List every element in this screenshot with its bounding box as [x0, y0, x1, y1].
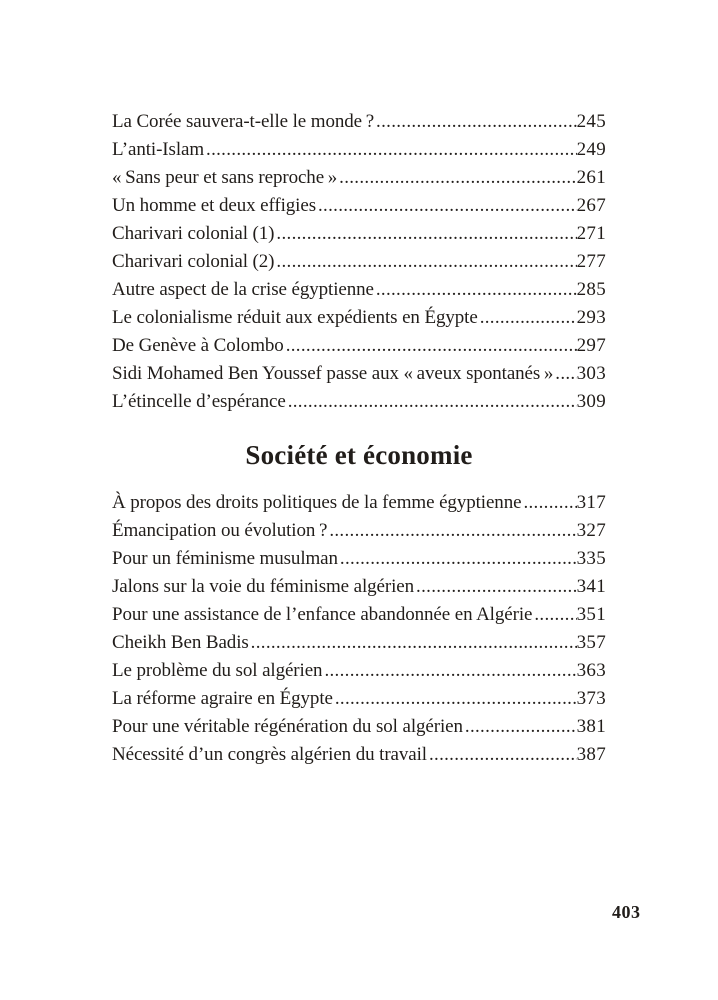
dot-leader	[322, 657, 576, 685]
toc-entry	[112, 332, 606, 360]
toc-entry	[112, 545, 606, 573]
toc-entry	[112, 489, 606, 517]
toc-entry	[112, 276, 606, 304]
toc-entry	[112, 657, 606, 685]
toc-entry-title: Sidi Mohamed Ben Youssef passe aux « aveux spontanés »	[112, 363, 554, 384]
toc-entry	[112, 164, 606, 192]
toc-entry-title: Émancipation ou évolution ?	[112, 520, 328, 541]
toc-entry-title: Pour une véritable régénération du sol algérien	[112, 716, 463, 737]
toc-entry-title: Pour un féminisme musulman	[112, 548, 338, 569]
toc-entry-title: Le colonialisme réduit aux expédients en Égypte	[112, 307, 478, 328]
toc-entry-title: Pour une assistance de l’enfance abandonnée en Algérie	[112, 604, 533, 625]
toc-entry-title: Charivari colonial (1)	[112, 223, 275, 244]
toc-entry	[112, 601, 606, 629]
toc-entry-title: Un homme et deux effigies	[112, 195, 316, 216]
dot-leader	[414, 573, 577, 601]
toc-entry-page: 327	[576, 520, 606, 541]
toc-entry	[112, 304, 606, 332]
toc-entry-page: 341	[576, 576, 606, 597]
toc-entry-title: Charivari colonial (2)	[112, 251, 275, 272]
dot-leader	[204, 136, 577, 164]
dot-leader	[463, 713, 577, 741]
dot-leader	[333, 685, 577, 713]
toc-entry	[112, 220, 606, 248]
toc-entry-page: 357	[576, 632, 606, 653]
section-heading: Société et économie	[245, 440, 473, 470]
dot-leader	[374, 108, 577, 136]
dot-leader	[553, 360, 576, 388]
dot-leader	[337, 164, 576, 192]
dot-leader	[338, 545, 577, 573]
toc-entry-page: 363	[576, 660, 606, 681]
dot-leader	[374, 276, 577, 304]
toc-entry-title: Nécessité d’un congrès algérien du travail	[112, 744, 427, 765]
dot-leader	[427, 741, 577, 769]
toc-entry	[112, 388, 606, 416]
toc-entry-title: De Genève à Colombo	[112, 335, 284, 356]
toc-entry-title: Autre aspect de la crise égyptienne	[112, 279, 374, 300]
toc-entry	[112, 136, 606, 164]
dot-leader	[478, 304, 577, 332]
toc-entry	[112, 741, 606, 769]
toc-entry-page: 317	[576, 492, 606, 513]
toc-entry-page: 303	[576, 363, 606, 384]
toc-entry-title: L’étincelle d’espérance	[112, 391, 286, 412]
toc-entry-title: Jalons sur la voie du féminisme algérien	[112, 576, 415, 597]
toc-entry	[112, 713, 606, 741]
dot-leader	[316, 192, 577, 220]
toc-entry-page: 351	[576, 604, 606, 625]
toc-entry-page: 277	[576, 251, 606, 272]
page-number: 403	[612, 902, 641, 922]
toc-entry-page: 387	[576, 744, 606, 765]
toc-entry-page: 297	[576, 335, 606, 356]
toc-entry-page: 381	[576, 716, 606, 737]
toc-entry-title: « Sans peur et sans reproche »	[112, 167, 338, 188]
dot-leader	[274, 248, 576, 276]
dot-leader	[274, 220, 576, 248]
toc-entry-page: 245	[576, 111, 606, 132]
table-of-contents	[112, 108, 606, 769]
toc-entry	[112, 248, 606, 276]
dot-leader	[532, 601, 576, 629]
toc-entry-title: La réforme agraire en Égypte	[112, 688, 333, 709]
toc-entry-title: Le problème du sol algérien	[112, 660, 323, 681]
toc-entry-page: 249	[576, 139, 606, 160]
toc-entry	[112, 629, 606, 657]
toc-entry	[112, 192, 606, 220]
toc-entry	[112, 517, 606, 545]
dot-leader	[284, 332, 577, 360]
toc-entry	[112, 360, 606, 388]
toc-entry-page: 267	[576, 195, 606, 216]
toc-entry-page: 293	[576, 307, 606, 328]
toc-entry-page: 271	[576, 223, 606, 244]
toc-entry-page: 285	[576, 279, 606, 300]
toc-entry-page: 335	[576, 548, 606, 569]
toc-entry-title: La Corée sauvera-t-elle le monde ?	[112, 111, 375, 132]
toc-entry-title: Cheikh Ben Badis	[112, 632, 249, 653]
toc-section-2	[112, 489, 606, 769]
dot-leader	[249, 629, 577, 657]
toc-entry	[112, 685, 606, 713]
toc-entry	[112, 573, 606, 601]
toc-entry-title: À propos des droits politiques de la femme égyptienne	[112, 492, 522, 513]
toc-entry	[112, 108, 606, 136]
toc-section-1	[112, 108, 606, 416]
toc-entry-page: 309	[576, 391, 606, 412]
dot-leader	[327, 517, 576, 545]
toc-entry-page: 261	[576, 167, 606, 188]
toc-entry-title: L’anti-Islam	[112, 139, 205, 160]
dot-leader	[286, 388, 577, 416]
dot-leader	[521, 489, 576, 517]
toc-entry-page: 373	[576, 688, 606, 709]
